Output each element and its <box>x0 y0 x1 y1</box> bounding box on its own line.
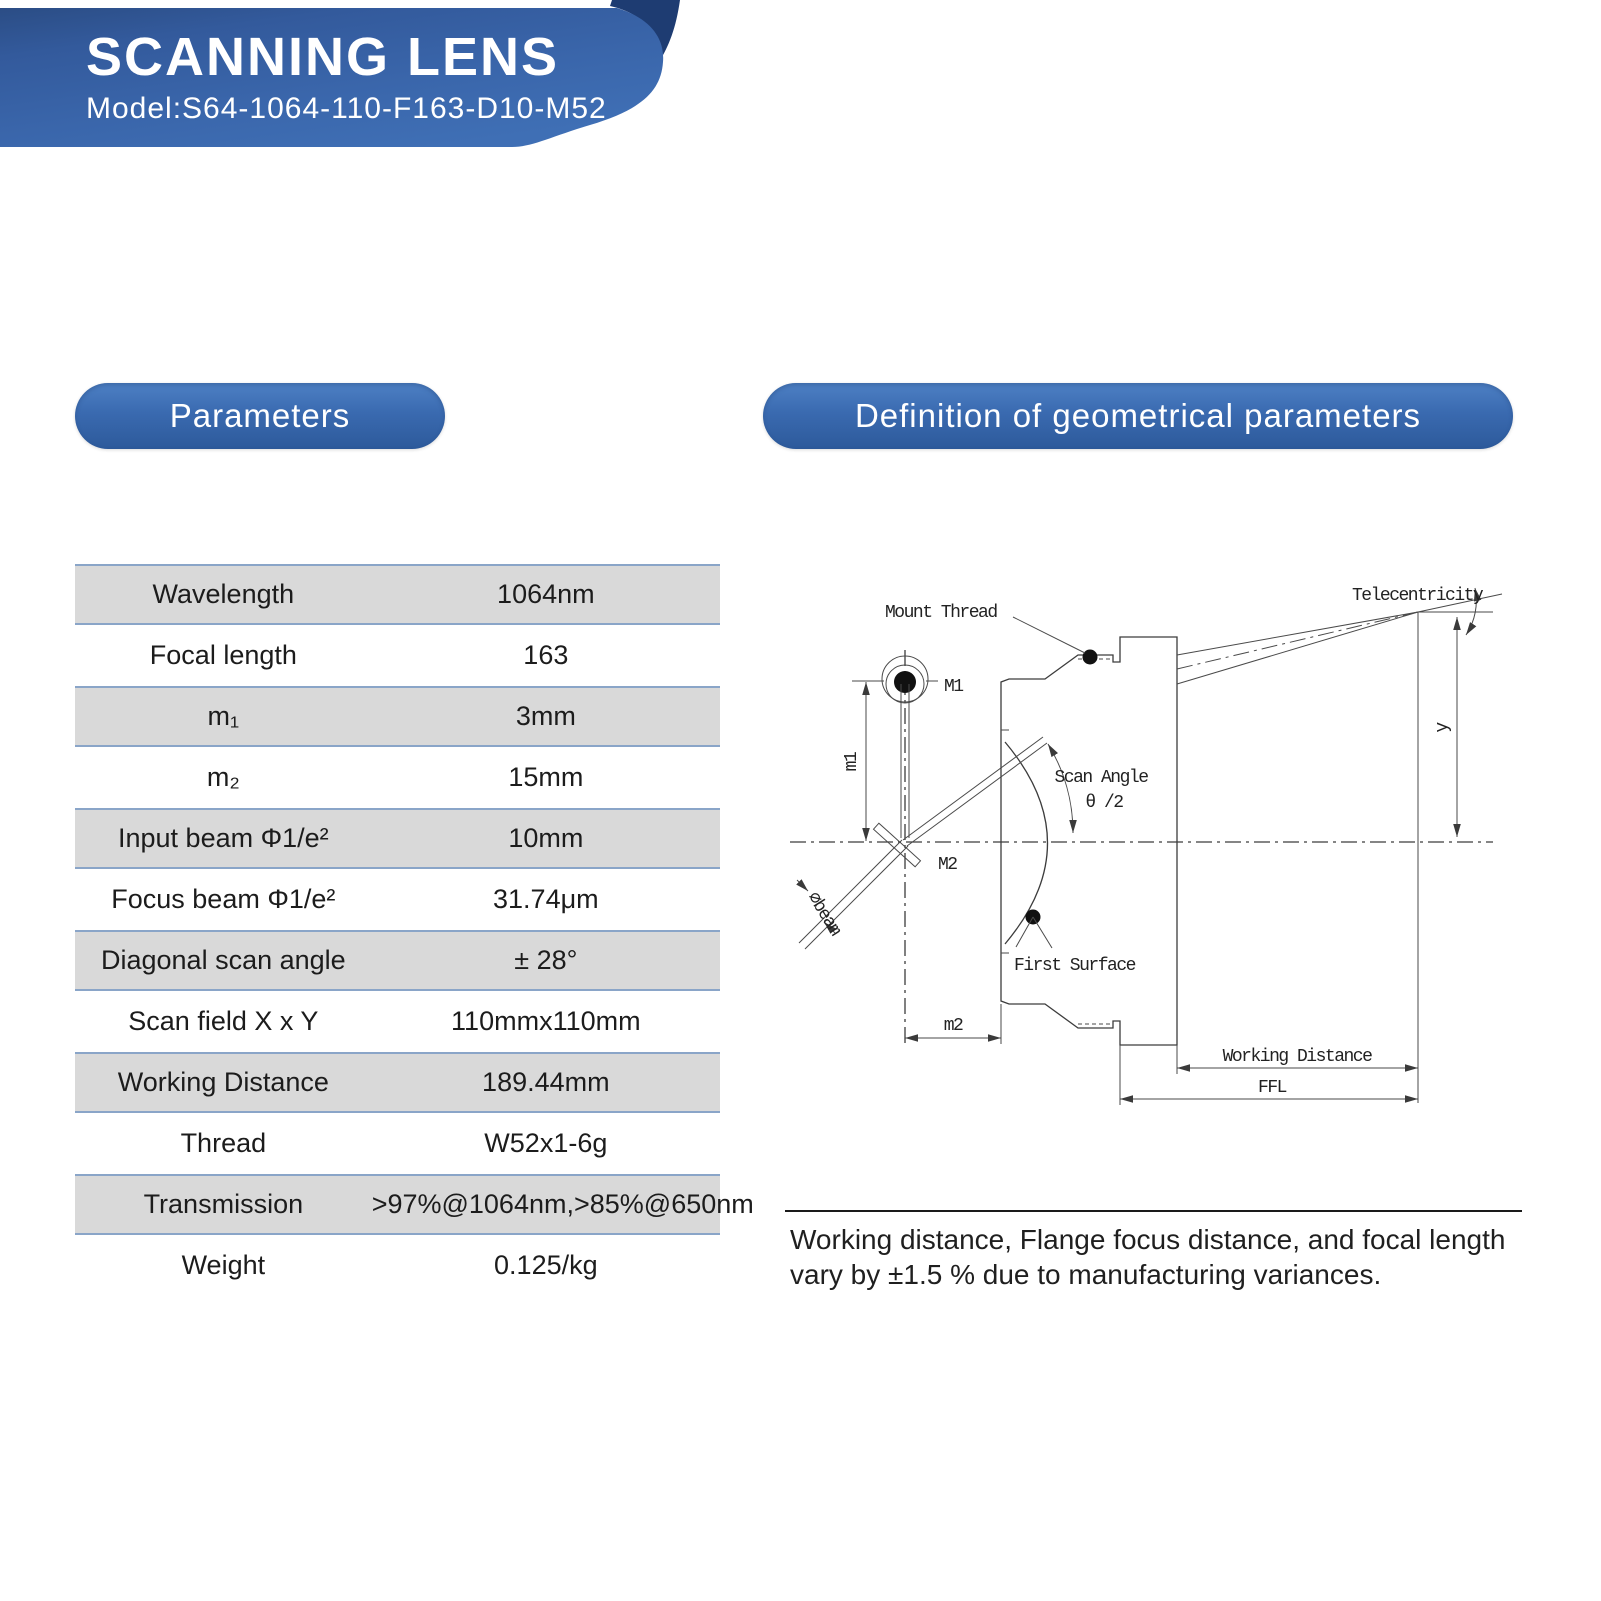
m1-label: M1 <box>944 677 963 697</box>
row-value: 15mm <box>508 762 584 792</box>
focused-rays <box>1177 594 1502 684</box>
row-value: 31.74μm <box>493 884 599 914</box>
first-surface-label: First Surface <box>1014 956 1135 976</box>
m2-dim-label: m2 <box>943 1016 963 1036</box>
row-label: Weight <box>181 1250 266 1280</box>
row-label: Thread <box>180 1128 267 1158</box>
working-distance-label: Working Distance <box>1222 1047 1372 1067</box>
scan-angle-dimension <box>1048 744 1148 833</box>
row-label: Diagonal scan angle <box>101 945 346 975</box>
row-label: Working Distance <box>117 1067 329 1097</box>
row-value: 110mmx110mm <box>451 1006 641 1036</box>
row-label: m₂ <box>206 762 240 792</box>
row-value: ± 28° <box>514 945 578 975</box>
beam-diameter-dimension <box>797 880 845 940</box>
row-value: 0.125/kg <box>494 1250 598 1280</box>
row-label: Wavelength <box>152 579 295 609</box>
working-distance-dimension <box>1177 1045 1418 1074</box>
y-dimension <box>1418 612 1457 1103</box>
row-value: 163 <box>523 640 569 670</box>
mount-thread-label: Mount Thread <box>885 603 997 623</box>
page-title: SCANNING LENS <box>86 27 560 87</box>
m1-pivot-dot <box>894 671 916 693</box>
row-value: 10mm <box>508 823 584 853</box>
ffl-label: FFL <box>1258 1078 1286 1098</box>
m1-dim-label: m1 <box>842 752 862 772</box>
row-value: 1064nm <box>497 579 595 609</box>
lens-housing <box>1001 637 1177 1045</box>
telecentricity-label: Telecentricity <box>1352 586 1483 606</box>
mount-thread-dot <box>1083 650 1098 665</box>
y-label: y <box>1433 723 1453 733</box>
model-number: Model:S64-1064-110-F163-D10-M52 <box>86 92 607 125</box>
geometry-label: Definition of geometrical parameters <box>854 397 1422 434</box>
row-label: Transmission <box>143 1189 304 1219</box>
scan-angle-label: Scan Angle <box>1054 768 1148 788</box>
tolerance-note: Working distance, Flange focus distance, and focal length vary by ±1.5 % due to manufacturing variances. <box>790 1224 1506 1290</box>
m2-label: M2 <box>938 855 957 875</box>
note-divider <box>785 1210 1522 1212</box>
row-label: Input beam Φ1/e² <box>118 823 329 853</box>
row-value: >97%@1064nm,>85%@650nm <box>371 1189 754 1219</box>
row-label: Scan field X x Y <box>128 1006 319 1036</box>
row-value: 189.44mm <box>482 1067 610 1097</box>
row-label: m₁ <box>207 701 240 731</box>
mount-thread-callout <box>885 603 1098 665</box>
row-value: 3mm <box>515 701 576 731</box>
scan-angle-value: θ /2 <box>1085 793 1123 813</box>
first-surface-curve <box>1005 742 1048 944</box>
parameters-label: Parameters <box>169 397 351 434</box>
beam-path <box>799 684 1047 949</box>
row-value: W52x1-6g <box>484 1128 608 1158</box>
beam-diameter-label: ⌀beam <box>802 888 845 939</box>
m2-dimension <box>905 1004 1001 1044</box>
first-surface-callout <box>1014 910 1136 977</box>
row-label: Focal length <box>149 640 297 670</box>
row-label: Focus beam Φ1/e² <box>111 884 336 914</box>
mirror-m1 <box>852 656 963 703</box>
m1-dimension <box>842 682 866 841</box>
